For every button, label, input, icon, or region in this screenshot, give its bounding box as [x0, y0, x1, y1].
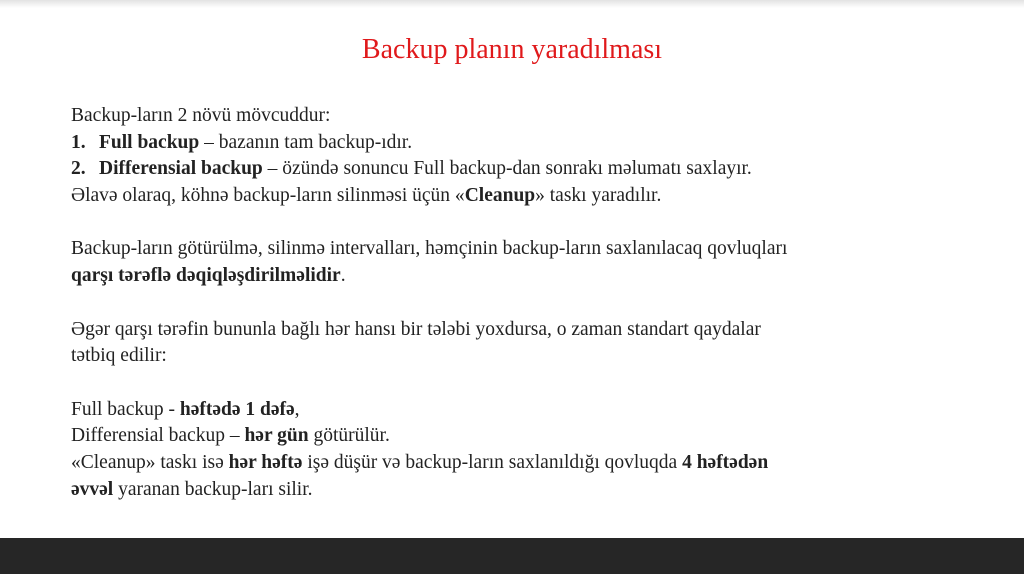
text-segment: yaranan backup-ları silir.	[113, 478, 313, 500]
list-item-differential-backup	[71, 156, 971, 183]
list-number: 1.	[71, 131, 86, 153]
term-cleanup: Cleanup	[464, 185, 536, 207]
slide-title: Backup planın yaradılması	[361, 34, 663, 65]
list-item-full-backup	[71, 130, 971, 157]
text-segment: Full backup -	[71, 398, 180, 420]
rule-differential-backup	[71, 423, 971, 450]
term-differential-backup: Differensial backup	[99, 158, 263, 180]
emphasis-text: 4 həftədən	[682, 451, 769, 473]
spacer	[71, 210, 971, 237]
text-segment: .	[340, 265, 346, 287]
intro-line: Backup-ların 2 növü mövcuddur:	[71, 105, 331, 126]
text-segment: götürülür.	[308, 425, 390, 447]
cleanup-line	[71, 183, 971, 210]
emphasis-text: əvvəl	[71, 478, 114, 500]
emphasis-text: qarşı tərəflə dəqiqləşdirilməlidir	[71, 265, 341, 287]
term-full-backup: Full backup	[99, 131, 200, 153]
text-segment: ,	[294, 398, 300, 420]
emphasis-text: hər həftə	[228, 451, 303, 473]
text-segment: » taskı yaradılır.	[535, 185, 662, 207]
paragraph-2-line-2	[71, 263, 971, 290]
spacer	[71, 370, 971, 397]
text-segment: «Cleanup» taskı isə	[71, 451, 229, 473]
emphasis-text: hər gün	[244, 425, 309, 447]
paragraph-3-line-1: Əgər qarşı tərəfin bununla bağlı hər hansı bir tələbi yoxdursa, o zaman standart qaydalar	[71, 318, 761, 340]
rule-cleanup-line-2	[71, 477, 971, 504]
definition-text: – bazanın tam backup-ıdır.	[199, 131, 413, 153]
text-segment: Differensial backup –	[71, 425, 245, 447]
paragraph-3-line-2: tətbiq edilir:	[71, 345, 167, 367]
paragraph-2-line-1: Backup-ların götürülmə, silinmə intervalları, həmçinin backup-ların saxlanılacaq qovluqları	[71, 238, 788, 260]
text-segment: işə düşür və backup-ların saxlanıldığı qovluqda	[302, 451, 683, 473]
rule-cleanup-line-1	[71, 450, 971, 477]
list-number: 2.	[71, 158, 86, 180]
top-shadow-bar	[0, 0, 1024, 8]
emphasis-text: həftədə 1 dəfə	[179, 398, 295, 420]
text-segment: Əlavə olaraq, köhnə backup-ların silinməsi üçün «	[71, 185, 465, 207]
spacer	[71, 290, 971, 317]
definition-text: – özündə sonuncu Full backup-dan sonrakı məlumatı saxlayır.	[262, 158, 752, 180]
rule-full-backup	[71, 397, 971, 424]
footer-bar	[0, 538, 1024, 574]
slide-body	[71, 103, 971, 503]
